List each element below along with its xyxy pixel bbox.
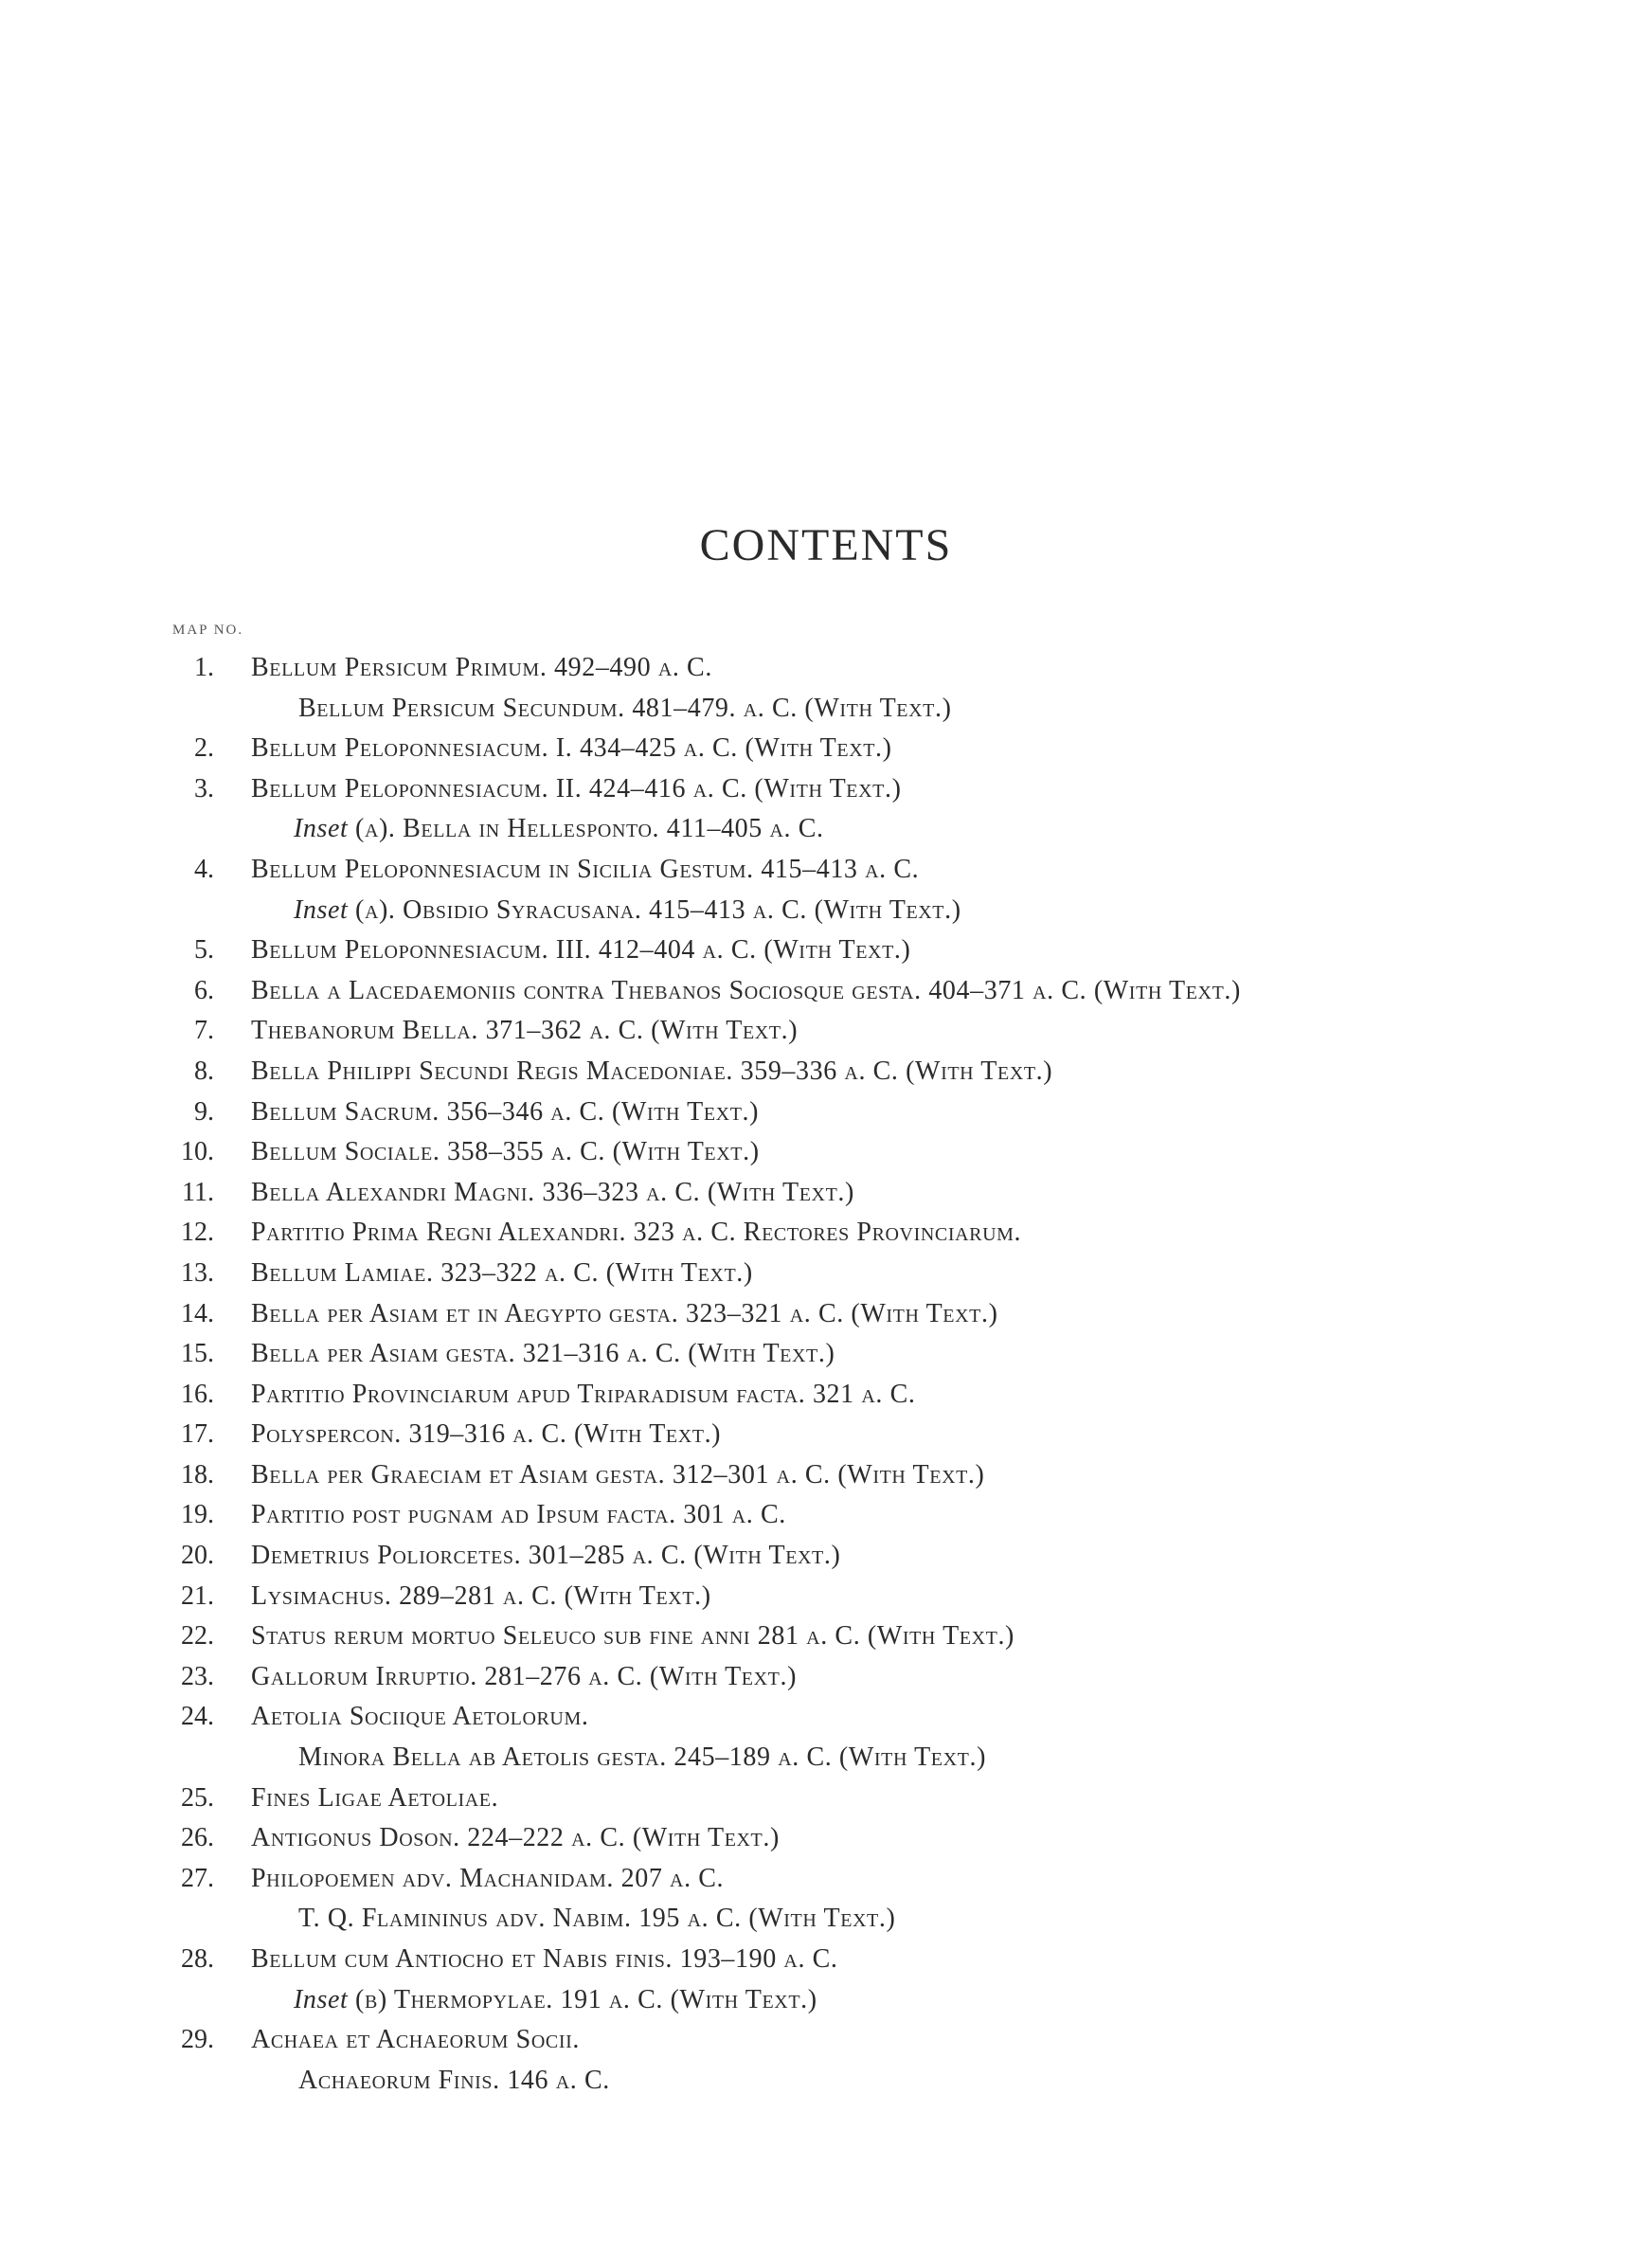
map-number: 20. bbox=[181, 1541, 214, 1571]
entry-title: Partitio Prima Regni Alexandri. 323 a. C. Rectores Provinciarum. bbox=[251, 1218, 1022, 1248]
entry-title bbox=[294, 891, 961, 931]
entry-title bbox=[294, 809, 824, 850]
entry-title bbox=[294, 1980, 817, 2021]
contents-entry bbox=[0, 1899, 1652, 1940]
entry-title: Bellum Sociale. 358–355 a. C. (With Text.) bbox=[251, 1137, 760, 1167]
entry-title: Bellum Peloponnesiacum. I. 434–425 a. C. (With Text.) bbox=[251, 733, 892, 764]
contents-entry bbox=[0, 1859, 1652, 1900]
entry-title: Bella per Asiam et in Aegypto gesta. 323–321 a. C. (With Text.) bbox=[251, 1298, 998, 1328]
contents-entry bbox=[0, 1738, 1652, 1779]
contents-entry bbox=[0, 930, 1652, 971]
entry-title: Polyspercon. 319–316 a. C. (With Text.) bbox=[251, 1419, 722, 1450]
entry-title: Bellum Persicum Secundum. 481–479. a. C. (With Text.) bbox=[298, 693, 952, 723]
entry-title: Bellum cum Antiocho et Nabis finis. 193–190 a. C. bbox=[251, 1944, 838, 1974]
entry-title: Bella Alexandri Magni. 336–323 a. C. (With Text.) bbox=[251, 1177, 854, 1207]
entry-title: Partitio Provinciarum apud Triparadisum facta. 321 a. C. bbox=[251, 1379, 916, 1409]
map-number: 25. bbox=[181, 1782, 214, 1813]
map-number: 9. bbox=[194, 1096, 214, 1127]
map-number: 14. bbox=[181, 1298, 214, 1328]
contents-entry bbox=[0, 1375, 1652, 1416]
entry-title: Lysimachus. 289–281 a. C. (With Text.) bbox=[251, 1580, 711, 1611]
page-title: CONTENTS bbox=[699, 520, 953, 570]
entry-title: T. Q. Flamininus adv. Nabim. 195 a. C. (With Text.) bbox=[298, 1904, 896, 1934]
contents-entry bbox=[0, 1495, 1652, 1536]
entry-title: Demetrius Poliorcetes. 301–285 a. C. (With Text.) bbox=[251, 1541, 841, 1571]
contents-entry bbox=[0, 1254, 1652, 1294]
map-number: 26. bbox=[181, 1823, 214, 1853]
inset-title: (b) Thermopylae. 191 a. C. (With Text.) bbox=[348, 1984, 817, 2014]
contents-entry bbox=[0, 1334, 1652, 1375]
entry-title: Fines Ligae Aetoliae. bbox=[251, 1782, 499, 1813]
contents-entry bbox=[0, 648, 1652, 689]
contents-entry bbox=[0, 1173, 1652, 1214]
map-number-column-label: MAP NO. bbox=[172, 623, 244, 638]
entry-title: Bella per Asiam gesta. 321–316 a. C. (With Text.) bbox=[251, 1339, 835, 1369]
map-number: 10. bbox=[181, 1137, 214, 1167]
contents-entry bbox=[0, 1052, 1652, 1092]
contents-entry bbox=[0, 1294, 1652, 1335]
map-number: 22. bbox=[181, 1621, 214, 1652]
contents-entry bbox=[0, 809, 1652, 850]
entry-title: Philopoemen adv. Machanidam. 207 a. C. bbox=[251, 1863, 725, 1893]
contents-entry bbox=[0, 769, 1652, 810]
map-number: 19. bbox=[181, 1500, 214, 1530]
entry-title: Bellum Peloponnesiacum. III. 412–404 a. C. (With Text.) bbox=[251, 935, 911, 966]
entry-title: Bellum Sacrum. 356–346 a. C. (With Text.) bbox=[251, 1096, 760, 1127]
map-number: 8. bbox=[194, 1056, 214, 1086]
inset-title: (a). Bella in Hellesponto. 411–405 a. C. bbox=[348, 814, 824, 844]
map-number: 5. bbox=[194, 935, 214, 966]
contents-entry bbox=[0, 891, 1652, 931]
contents-entry bbox=[0, 689, 1652, 730]
contents-entry bbox=[0, 1697, 1652, 1738]
contents-entry bbox=[0, 1818, 1652, 1859]
contents-entry bbox=[0, 1980, 1652, 2021]
entry-title: Partitio post pugnam ad Ipsum facta. 301 a. C. bbox=[251, 1500, 786, 1530]
inset-title: (a). Obsidio Syracusana. 415–413 a. C. (With Text.) bbox=[348, 894, 961, 925]
contents-entry bbox=[0, 2061, 1652, 2102]
entry-title: Bella per Graeciam et Asiam gesta. 312–301 a. C. (With Text.) bbox=[251, 1459, 985, 1490]
map-number: 27. bbox=[181, 1863, 214, 1893]
map-number: 3. bbox=[194, 773, 214, 803]
map-number: 6. bbox=[194, 975, 214, 1005]
map-number: 24. bbox=[181, 1702, 214, 1732]
map-number: 7. bbox=[194, 1016, 214, 1046]
map-number: 2. bbox=[194, 733, 214, 764]
map-number: 23. bbox=[181, 1661, 214, 1691]
entry-title: Achaeorum Finis. 146 a. C. bbox=[298, 2065, 610, 2095]
contents-entry bbox=[0, 1455, 1652, 1496]
contents-entry bbox=[0, 1011, 1652, 1052]
contents-entry bbox=[0, 1779, 1652, 1819]
entry-title: Thebanorum Bella. 371–362 a. C. (With Text.) bbox=[251, 1016, 799, 1046]
entry-title: Bella Philippi Secundi Regis Macedoniae. 359–336 a. C. (With Text.) bbox=[251, 1056, 1053, 1086]
map-number: 12. bbox=[181, 1218, 214, 1248]
contents-entry bbox=[0, 1132, 1652, 1173]
entry-title: Achaea et Achaeorum Socii. bbox=[251, 2025, 580, 2055]
entry-title: Bella a Lacedaemoniis contra Thebanos Sociosque gesta. 404–371 a. C. (With Text.) bbox=[251, 975, 1241, 1005]
contents-list bbox=[0, 648, 1652, 2101]
contents-entry bbox=[0, 2020, 1652, 2061]
contents-entry bbox=[0, 1657, 1652, 1698]
contents-entry bbox=[0, 1092, 1652, 1133]
entry-title: Minora Bella ab Aetolis gesta. 245–189 a. C. (With Text.) bbox=[298, 1742, 987, 1773]
inset-label: Inset bbox=[294, 1984, 349, 2014]
map-number: 4. bbox=[194, 854, 214, 884]
map-number: 11. bbox=[182, 1177, 214, 1207]
map-number: 21. bbox=[181, 1580, 214, 1611]
map-number: 28. bbox=[181, 1944, 214, 1974]
map-number: 17. bbox=[181, 1419, 214, 1450]
contents-entry bbox=[0, 1415, 1652, 1455]
map-number: 1. bbox=[194, 653, 214, 682]
contents-entry bbox=[0, 729, 1652, 769]
contents-entry bbox=[0, 1577, 1652, 1617]
contents-entry bbox=[0, 1213, 1652, 1254]
map-number: 16. bbox=[181, 1379, 214, 1409]
map-number: 18. bbox=[181, 1459, 214, 1490]
entry-title: Bellum Peloponnesiacum in Sicilia Gestum. 415–413 a. C. bbox=[251, 854, 920, 884]
map-number: 13. bbox=[181, 1257, 214, 1288]
entry-title: Status rerum mortuo Seleuco sub fine anni 281 a. C. (With Text.) bbox=[251, 1621, 1015, 1652]
inset-label: Inset bbox=[294, 894, 349, 925]
map-number: 15. bbox=[181, 1339, 214, 1369]
entry-title: Bellum Persicum Primum. 492–490 a. C. bbox=[251, 653, 712, 682]
map-number: 29. bbox=[181, 2025, 214, 2055]
contents-entry bbox=[0, 1616, 1652, 1657]
contents-entry bbox=[0, 1940, 1652, 1980]
entry-title: Bellum Peloponnesiacum. II. 424–416 a. C. (With Text.) bbox=[251, 773, 902, 803]
entry-title: Antigonus Doson. 224–222 a. C. (With Text.) bbox=[251, 1823, 780, 1853]
entry-title: Aetolia Sociique Aetolorum. bbox=[251, 1702, 589, 1732]
entry-title: Bellum Lamiae. 323–322 a. C. (With Text.) bbox=[251, 1257, 753, 1288]
contents-entry bbox=[0, 1536, 1652, 1577]
contents-entry bbox=[0, 850, 1652, 891]
inset-label: Inset bbox=[294, 814, 349, 844]
entry-title: Gallorum Irruptio. 281–276 a. C. (With Text.) bbox=[251, 1661, 797, 1691]
contents-entry bbox=[0, 971, 1652, 1012]
